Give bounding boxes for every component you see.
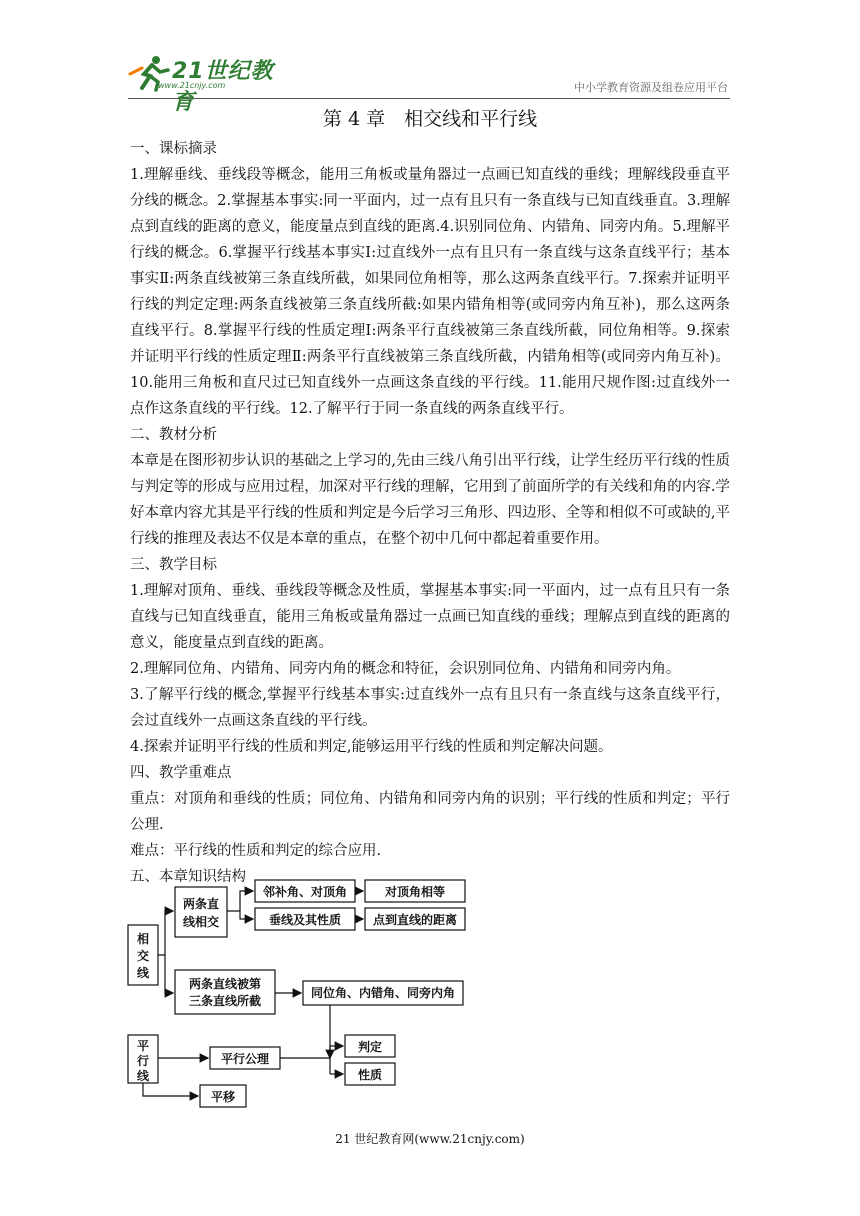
page-footer: 21 世纪教育网(www.21cnjy.com) <box>335 1132 525 1146</box>
chapter-title: 第 4 章 相交线和平行线 <box>322 108 538 130</box>
label-axiom: 平行公理 <box>220 1052 270 1066</box>
section-heading: 五、本章知识结构 <box>130 869 246 885</box>
label-xiangjiaoxian-2: 交 <box>136 949 150 963</box>
label-jie-1: 两条直线被第 <box>188 977 262 991</box>
box-liangtiao <box>175 887 227 937</box>
section-heading: 一、课标摘录 <box>130 141 217 157</box>
paragraph: 本章是在图形初步认识的基础之上学习的,先由三线八角引出平行线，让学生经历平行线的性质与判定等的形成与应用过程，加深对平行线的理解，它用到了前面所学的有关线和角的内容.学好本章内容尤其是平行线的性质和判定是今后学习三角形、四边形、全等和相似不可或缺的,平行线的推理及表达不仅是本章的重点，在整个初中几何中都起着重要作用。 <box>130 453 730 547</box>
platform-tagline: 中小学教育资源及组卷应用平台 <box>574 81 728 94</box>
label-jie-2: 三条直线所截 <box>188 994 262 1008</box>
label-distance: 点到直线的距离 <box>372 913 458 927</box>
document-body <box>130 136 730 890</box>
objective-item: 2.理解同位角、内错角、同旁内角的概念和特征，会识别同位角、内错角和同旁内角。 <box>130 661 681 677</box>
objective-item: 4.探索并证明平行线的性质和判定,能够运用平行线的性质和判定解决问题。 <box>130 739 613 755</box>
difficult-points: 难点：平行线的性质和判定的综合应用. <box>130 843 382 859</box>
label-judge: 判定 <box>357 1040 383 1054</box>
label-pingxingxian-1: 平 <box>136 1039 150 1053</box>
label-property: 性质 <box>357 1068 383 1082</box>
label-xiangjiaoxian-1: 相 <box>136 932 150 946</box>
brand-name: 21世纪教育 <box>172 59 274 115</box>
label-pingxingxian-2: 行 <box>136 1054 150 1068</box>
paragraph: 1.理解垂线、垂线段等概念，能用三角板或量角器过一点画已知直线的垂线；理解线段垂直平分线的概念。2.掌握基本事实:同一平面内，过一点有且只有一条直线与已知直线垂直。3.理解点到直线的距离的意义，能度量点到直线的距离.4.识别同位角、内错角、同旁内角。5.理解平行线的概念。6.掌握平行线基本事实Ⅰ:过直线外一点有且只有一条直线与这条直线平行；基本事实Ⅱ:两条直线被第三条直线所截，如果同位角相等，那么这两条直线平行。7.探索并证明平行线的判定定理:两条直线被第三条直线所截:如果内错角相等(或同旁内角互补)，那么这两条直线平行。8.掌握平行线的性质定理Ⅰ:两条平行直线被第三条直线所截，同位角相等。9.探索并证明平行线的性质定理Ⅱ:两条平行直线被第三条直线所截，内错角相等(或同旁内角互补)。10.能用三角板和直尺过已知直线外一点画这条直线的平行线。11.能用尺规作图:过直线外一点作这条直线的平行线。12.了解平行于同一条直线的两条直线平行。 <box>130 167 730 417</box>
label-angles: 同位角、内错角、同旁内角 <box>310 986 456 1000</box>
label-liangtiao-1: 两条直 <box>182 897 220 911</box>
label-xiangjiaoxian-3: 线 <box>136 966 150 980</box>
section-heading: 二、教材分析 <box>130 427 217 443</box>
label-translation: 平移 <box>210 1090 236 1104</box>
site-logo <box>128 54 288 115</box>
page-header <box>128 52 730 115</box>
section-heading: 三、教学目标 <box>130 557 217 573</box>
label-pingxingxian-3: 线 <box>136 1069 150 1083</box>
label-linbu: 邻补角、对顶角 <box>262 885 348 899</box>
section-heading: 四、教学重难点 <box>130 765 232 781</box>
label-chuixian: 垂线及其性质 <box>268 913 342 927</box>
objective-item: 3.了解平行线的概念,掌握平行线基本事实:过直线外一点有且只有一条直线与这条直线平行，会过直线外一点画这条直线的平行线。 <box>130 687 730 729</box>
key-points: 重点：对顶角和垂线的性质；同位角、内错角和同旁内角的识别；平行线的性质和判定；平行公理. <box>130 791 730 833</box>
objective-item: 1.理解对顶角、垂线、垂线段等概念及性质，掌握基本事实:同一平面内，过一点有且只有一条直线与已知直线垂直，能用三角板或量角器过一点画已知直线的垂线；理解点到直线的距离的意义，能度量点到直线的距离。 <box>130 583 730 651</box>
label-liangtiao-2: 线相交 <box>182 915 220 929</box>
brand-url: www.21cnjy.com <box>158 81 226 90</box>
label-duiding-equal: 对顶角相等 <box>384 885 446 899</box>
knowledge-structure-diagram <box>125 875 475 1115</box>
